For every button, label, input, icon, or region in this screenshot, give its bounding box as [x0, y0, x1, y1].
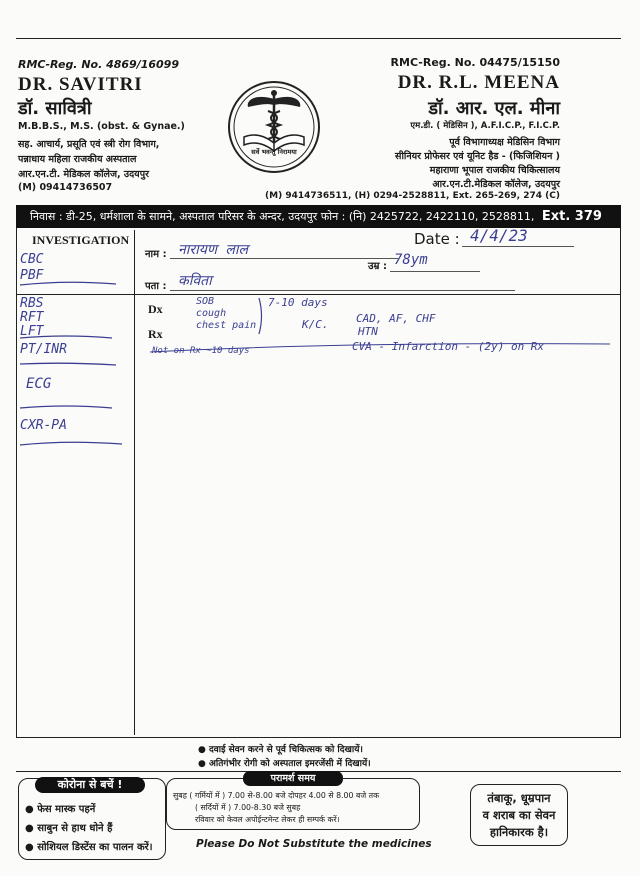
instruction-line: ● दवाई सेवन करने से पूर्व चिकित्सक को दिखायें। [198, 745, 363, 755]
left-reg-number: RMC-Reg. No. 4869/16099 [18, 58, 179, 71]
tobacco-line: तंबाकू, धूम्रपान [487, 791, 551, 805]
right-doctor-name: DR. R.L. MEENA [397, 72, 560, 93]
investigation-item: CXR-PA [20, 418, 67, 433]
symptom-item: cough [196, 308, 227, 319]
diagnosis-line-1: CAD, AF, CHF [356, 312, 436, 325]
tobacco-line: हानिकारक है। [489, 825, 549, 839]
left-mobile: (M) 09414736507 [18, 182, 113, 193]
investigation-item: RFT [20, 310, 44, 325]
right-phones: (M) 9414736511, (H) 0294-2528811, Ext. 265-269, 274 (C) [265, 191, 560, 201]
frame-right-border [620, 228, 621, 738]
right-designation-1: पूर्व विभागाध्यक्ष मेडिसिन विभाग [449, 137, 560, 148]
corona-item: ● फेस मास्क पहनें [25, 804, 96, 815]
right-doctor-qualification: एम.डी. ( मेडिसिन ), A.F.I.C.P., F.I.C.P. [410, 121, 560, 131]
rx-label: Rx [148, 327, 163, 341]
investigation-label: INVESTIGATION [32, 233, 130, 247]
age-underline [390, 271, 480, 272]
substitute-note: Please Do Not Substitute the medicines [196, 838, 432, 850]
duration: 7-10 days [268, 296, 328, 309]
investigation-item: PT/INR [20, 342, 67, 357]
corona-item: ● साबुन से हाथ धोने हैं [25, 823, 113, 834]
consult-line: रविवार को केवल अपोईन्टमेन्ट लेकर ही सम्पर्क करें। [195, 815, 340, 824]
date-value: 4/4/23 [470, 226, 528, 245]
caduceus-logo [226, 79, 322, 175]
investigation-item: ECG [26, 376, 52, 392]
dx-label: Dx [148, 302, 163, 316]
cva-history: CVA - Infarction - (2y) on Rx [352, 340, 545, 353]
investigation-item: CBC [20, 252, 44, 267]
rx-note: Not on Rx ~10 days [152, 346, 250, 356]
address-label: पता : [145, 281, 167, 292]
left-designation-1: सह. आचार्य, प्रसूति एवं स्त्री रोग विभाग, [18, 139, 160, 150]
right-doctor-name-hindi: डॉ. आर. एल. मीना [428, 98, 560, 119]
age-value: 78ym [394, 252, 428, 268]
patient-name: नारायण लाल [178, 242, 249, 258]
address-underline [170, 290, 515, 291]
diagnosis-line-2: HTN [358, 325, 378, 338]
logo-caption: सर्वे भवन्तु निरामया [251, 148, 297, 156]
address-bar [16, 205, 621, 228]
consult-line: सुबह ( गर्मियों में ) 7.00 से-8.00 बजे दोपहर 4.00 से 8.00 बजे तक [173, 791, 380, 800]
date-label: Date : [414, 230, 460, 248]
instruction-line: ● अतिगंभीर रोगी को अस्पताल इमरजेंसी में दिखायें। [198, 759, 371, 769]
investigation-item: PBF [20, 268, 44, 283]
corona-title: कोरोना से बचें ! [35, 777, 145, 793]
left-designation-2: पन्नाधाय महिला राजकीय अस्पताल [18, 154, 137, 165]
consult-line: ( सर्दियों में ) 7.00-8.30 बजे सुबह [195, 803, 301, 812]
investigation-item: LFT [20, 324, 44, 339]
right-designation-3: महाराणा भूपाल राजकीय चिकित्सालय [429, 165, 560, 176]
left-doctor-qualification: M.B.B.S., M.S. (obst. & Gynae.) [18, 121, 185, 132]
right-reg-number: RMC-Reg. No. 04475/15150 [390, 56, 560, 69]
left-doctor-name-hindi: डॉ. सावित्री [18, 98, 92, 119]
symptom-item: SOB [196, 296, 215, 307]
frame-bottom-border [16, 737, 621, 738]
consult-title: परामर्श समय [243, 771, 343, 786]
extension-number: Ext. 379 [541, 209, 602, 224]
corona-box [18, 778, 166, 860]
symptom-item: chest pain [196, 320, 257, 331]
top-border [16, 38, 621, 39]
patient-address: कविता [178, 273, 212, 289]
investigation-separator-strokes [16, 250, 136, 450]
consult-box [166, 773, 420, 830]
right-designation-2: सीनियर प्रोफेसर एवं यूनिट हैड - (फिजिशियन ) [395, 151, 560, 162]
date-underline [462, 246, 574, 247]
corona-item: ● सोशियल डिस्टेंस का पालन करें। [25, 842, 153, 853]
right-designation-4: आर.एन.टी.मेडिकल कॉलेज, उदयपुर [432, 179, 560, 190]
clinical-underline [140, 330, 620, 360]
name-label: नाम : [145, 249, 167, 260]
age-label: उम्र : [368, 261, 387, 272]
tobacco-warning-box [470, 784, 568, 846]
investigation-item: RBS [20, 296, 44, 311]
left-doctor-name: DR. SAVITRI [18, 74, 143, 95]
tobacco-line: व शराब का सेवन [482, 808, 556, 822]
left-designation-3: आर.एन.टी. मेडिकल कॉलेज, उदयपुर [18, 169, 149, 180]
known-case: K/C. [302, 318, 329, 331]
address-text: निवास : डी-25, धर्मशाला के सामने, अस्पताल परिसर के अन्दर, उदयपुर फोन : (नि) 2425722, 2422110, 2528811, [30, 210, 535, 223]
